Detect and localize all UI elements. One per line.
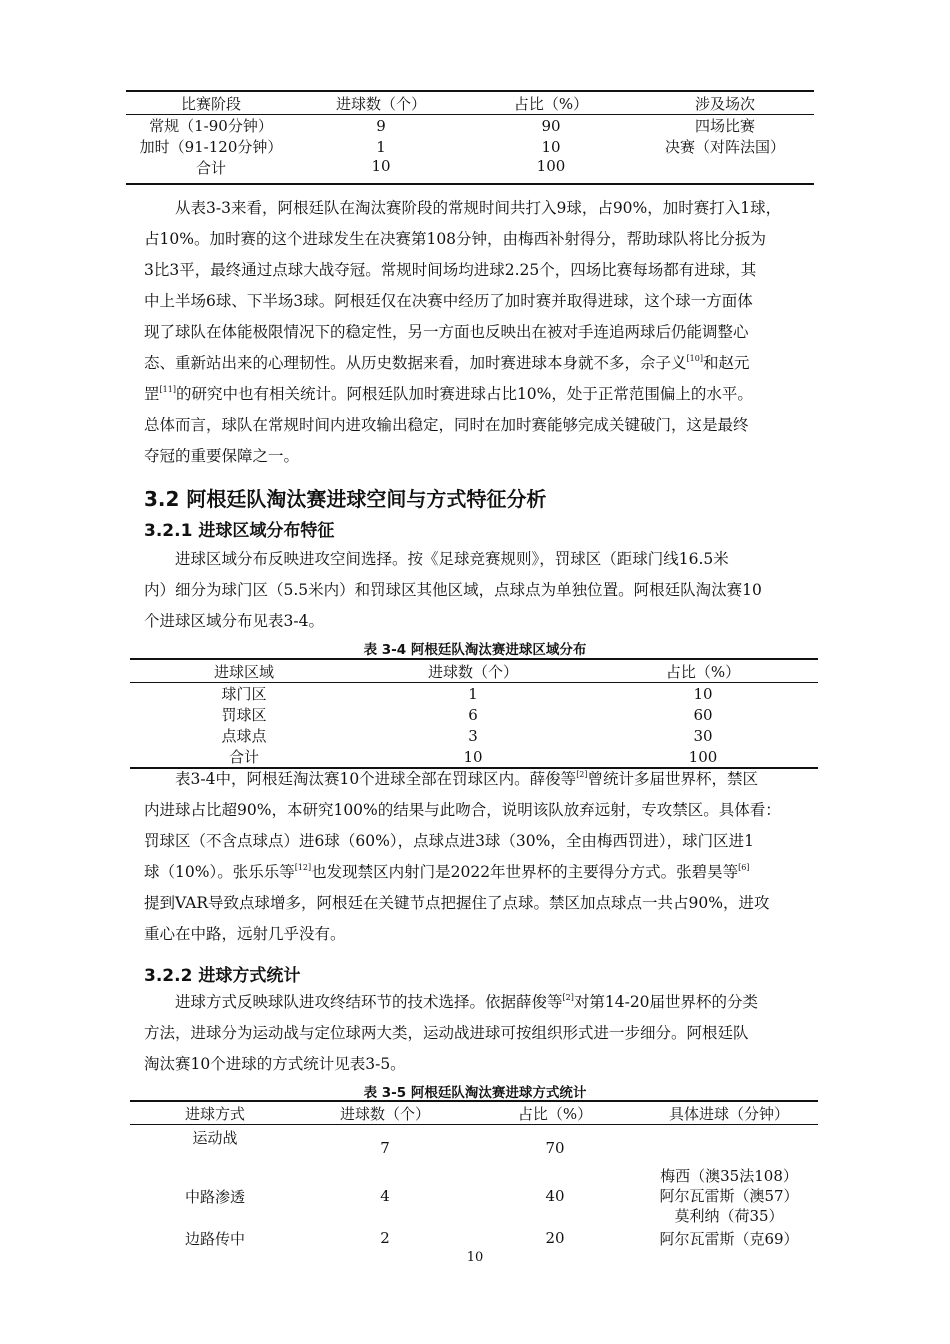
text-line: 进球区域分布反映进攻空间选择。按《足球竞赛规则》，罚球区（距球门线16.5米: [175, 550, 729, 568]
table-cell: 4: [380, 1187, 390, 1205]
table-cell: 阿尔瓦雷斯（克69）: [659, 1229, 799, 1248]
table-header-cell: 占比（%）: [466, 91, 636, 115]
table-header-cell: 进球数（个）: [296, 91, 466, 115]
table-header-cell: 具体进球（分钟）: [640, 1101, 818, 1125]
table-cell: 10: [371, 157, 391, 175]
table-cell: 合计: [195, 159, 226, 177]
table-cell: 中路渗透: [184, 1187, 245, 1206]
table-cell: 3: [468, 726, 478, 745]
text-fragment: 的研究中也有相关统计。阿根廷队加时赛进球占比10%，处于正常范围偏上的水平。: [175, 385, 753, 403]
text-line: 个进球区域分布见表3-4。: [144, 612, 324, 630]
paragraph-1: [144, 193, 806, 472]
table-caption: 表 3-4 阿根廷队淘汰赛进球区域分布: [363, 642, 587, 658]
text-line: 内进球占比超90%，本研究100%的结果与此吻合，说明该队放弃远射，专攻禁区。具体看：: [144, 801, 781, 819]
citation: [11]: [159, 385, 176, 394]
table-cell: 60: [693, 705, 713, 724]
paragraph-2: [144, 544, 806, 637]
table-cell: 70: [545, 1139, 565, 1157]
table-cell: 9: [376, 116, 386, 135]
text-line: 罚球区（不含点球点）进6球（60%），点球点进3球（30%，全由梅西罚进），球门区进1: [144, 832, 754, 850]
text-line: [144, 764, 806, 795]
table-header-cell: 进球数（个）: [300, 1101, 470, 1125]
table-cell: 1: [468, 684, 478, 703]
text-line: 夺冠的重要保障之一。: [144, 447, 300, 465]
table-row: [126, 136, 814, 157]
table-cell: 四场比赛: [694, 117, 755, 135]
table-cell: 90: [541, 116, 561, 135]
table-cell: 100: [688, 747, 718, 766]
citation: [6]: [738, 863, 750, 872]
table-cell: 运动战: [192, 1129, 238, 1147]
table-cell: 合计: [228, 748, 259, 766]
text-line: 从表3-3来看，阿根廷队在淘汰赛阶段的常规时间共打入9球，占90%，加时赛打入1球，: [175, 199, 782, 217]
table-cell: 30: [693, 726, 713, 745]
paragraph-3: [144, 764, 806, 950]
table-header-row: [126, 91, 814, 115]
text-line: [144, 348, 806, 379]
text-line: 中上半场6球、下半场3球。阿根廷仅在决赛中经历了加时赛并取得进球，这个球一方面体: [144, 292, 753, 310]
table-cell: 常规（1-90分钟）: [149, 117, 273, 135]
table-cell: 40: [545, 1187, 565, 1205]
text-fragment: 进球方式反映球队进攻终结环节的技术选择。依据薛俊等: [175, 993, 563, 1011]
table-header-cell: 比赛阶段: [126, 91, 296, 115]
table-cell: 加时（91-120分钟）: [139, 138, 283, 156]
goal-detail: 阿尔瓦雷斯（澳57）: [659, 1187, 799, 1205]
citation: [2]: [576, 770, 588, 779]
text-line: [144, 857, 806, 888]
section-heading: 3.2 阿根廷队淘汰赛进球空间与方式特征分析: [144, 487, 547, 511]
goal-detail: 莫利纳（荷35）: [674, 1207, 784, 1225]
table-3-3: [126, 90, 814, 185]
table-cell: 边路传中: [184, 1229, 245, 1248]
table-row: [130, 725, 818, 746]
table-cell: 6: [468, 705, 478, 724]
table-row: [130, 683, 818, 705]
subsection-heading: 3.2.1 进球区域分布特征: [144, 521, 335, 541]
text-fragment: 对第14-20届世界杯的分类: [573, 993, 759, 1011]
text-line: 内）细分为球门区（5.5米内）和罚球区其他区域，点球点为单独位置。阿根廷队淘汰赛10: [144, 581, 762, 599]
table-header-cell: 涉及场次: [636, 91, 814, 115]
text-line: 现了球队在体能极限情况下的稳定性，另一方面也反映出在被对手连追两球后仍能调整心: [144, 323, 749, 341]
table-header-cell: 进球方式: [130, 1101, 300, 1125]
citation: [2]: [562, 993, 574, 1002]
paragraph-4: [144, 987, 806, 1080]
text-fragment: 表3-4中，阿根廷淘汰赛10个进球全部在罚球区内。薛俊等: [175, 770, 577, 788]
table-cell: 决赛（对阵法国）: [664, 138, 785, 156]
table-caption: 表 3-5 阿根廷队淘汰赛进球方式统计: [363, 1085, 587, 1101]
text-fragment: 球（10%）。张乐乐等: [144, 863, 295, 881]
text-fragment: 罡: [144, 385, 160, 403]
table-cell: 1: [376, 137, 386, 156]
citation: [12]: [294, 863, 312, 872]
table-cell: 罚球区: [221, 706, 267, 724]
table-cell: 点球点: [221, 727, 267, 745]
text-line: 总体而言，球队在常规时间内进攻输出稳定，同时在加时赛能够完成关键破门，这是最终: [144, 416, 749, 434]
table-header-cell: 进球数（个）: [358, 659, 588, 683]
table-3-4: [130, 658, 818, 769]
table-header-cell: 进球区域: [130, 659, 358, 683]
table-cell: 20: [545, 1229, 565, 1247]
text-line: [144, 987, 806, 1018]
table-cell: 10: [693, 684, 713, 703]
text-line: 淘汰赛10个进球的方式统计见表3-5。: [144, 1055, 406, 1073]
table-cell: 10: [463, 747, 483, 766]
text-line: 重心在中路，远射几乎没有。: [144, 925, 346, 943]
table-cell: 7: [380, 1139, 390, 1157]
text-line: 占10%。加时赛的这个进球发生在决赛第108分钟，由梅西补射得分，帮助球队将比分扳为: [144, 230, 767, 248]
table-cell: 球门区: [221, 685, 267, 703]
text-fragment: 曾统计多届世界杯，禁区: [587, 770, 759, 788]
subsection-heading: 3.2.2 进球方式统计: [144, 966, 301, 986]
table-row: [130, 1227, 818, 1249]
text-fragment: 态、重新站出来的心理韧性。从历史数据来看，加时赛进球本身就不多，佘子义: [144, 354, 687, 372]
table-row: [130, 1125, 818, 1166]
table-header-cell: 占比（%）: [588, 659, 818, 683]
table-cell: [640, 1125, 818, 1166]
citation: [10]: [686, 354, 703, 363]
table-row: [126, 157, 814, 184]
table-header-row: [130, 659, 818, 683]
text-line: 提到VAR导致点球增多，阿根廷在关键节点把握住了点球。禁区加点球点一共占90%，进攻: [144, 894, 770, 912]
text-fragment: 也发现禁区内射门是2022年世界杯的主要得分方式。张碧昊等: [311, 863, 739, 881]
page-number: 10: [466, 1250, 484, 1265]
table-header-cell: 占比（%）: [470, 1101, 640, 1125]
table-header-row: [130, 1101, 818, 1125]
table-cell: [640, 1165, 818, 1227]
text-fragment: 和赵元: [702, 354, 750, 372]
table-row: [130, 1165, 818, 1227]
text-line: 3比3平，最终通过点球大战夺冠。常规时间场均进球2.25个，四场比赛每场都有进球，其: [144, 261, 757, 279]
table-row: [130, 704, 818, 725]
table-3-5: [130, 1100, 818, 1249]
table-row: [126, 115, 814, 137]
goal-detail: 梅西（澳35法108）: [660, 1167, 798, 1185]
text-line: [144, 379, 806, 410]
table-cell: 2: [380, 1229, 390, 1247]
table-cell: [636, 157, 814, 184]
text-line: 方法，进球分为运动战与定位球两大类，运动战进球可按组织形式进一步细分。阿根廷队: [144, 1024, 749, 1042]
table-cell: 10: [541, 137, 561, 156]
table-cell: 100: [536, 157, 566, 175]
